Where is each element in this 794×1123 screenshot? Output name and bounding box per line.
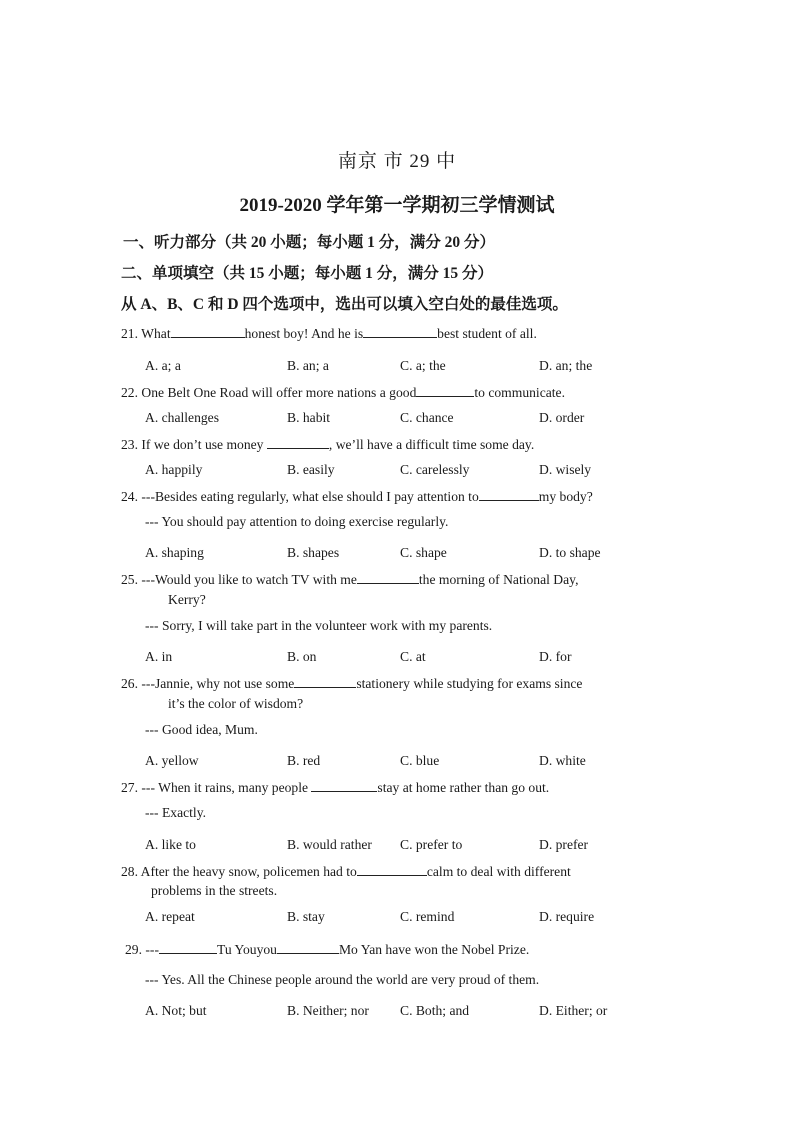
option-c[interactable]: C. at (400, 649, 426, 664)
question-number: 22. (121, 385, 138, 400)
option-d[interactable]: D. for (539, 649, 572, 664)
reply-26: --- Good idea, Mum. (145, 722, 258, 737)
question-number: 26. (121, 676, 138, 691)
option-b[interactable]: B. habit (287, 410, 331, 425)
reply-27: --- Exactly. (145, 805, 207, 820)
option-b[interactable]: B. shapes (287, 545, 340, 560)
answer-blank[interactable] (357, 863, 427, 876)
question-number: 24. (121, 489, 138, 504)
option-b[interactable]: B. Neither; nor (287, 1003, 369, 1018)
option-c[interactable]: C. remind (400, 909, 455, 924)
section-listening: 一、听力部分（共 20 小题；每小题 1 分，满分 20 分） (123, 234, 496, 251)
answer-blank[interactable] (479, 488, 539, 501)
question-27: 27. --- When it rains, many people stay at home rather than go out. (121, 780, 550, 795)
question-28-continued: problems in the streets. (151, 883, 278, 898)
school-title: 南京 市 29 中 (337, 151, 457, 172)
question-25-continued: Kerry? (168, 592, 206, 607)
options-21 (145, 358, 705, 376)
options-25 (145, 649, 705, 667)
option-a[interactable]: A. a; a (145, 358, 181, 373)
answer-blank[interactable] (416, 384, 474, 397)
option-d[interactable]: D. wisely (539, 462, 592, 477)
answer-blank[interactable] (267, 436, 329, 449)
options-27 (145, 837, 705, 855)
option-a[interactable]: A. shaping (145, 545, 204, 560)
question-26: 26. ---Jannie, why not use some stationery while studying for exams since (121, 676, 583, 691)
question-25: 25. ---Would you like to watch TV with me the morning of National Day, (121, 572, 579, 587)
answer-blank[interactable] (363, 325, 437, 338)
answer-blank[interactable] (159, 941, 217, 954)
option-a[interactable]: A. in (145, 649, 173, 664)
option-a[interactable]: A. challenges (145, 410, 219, 425)
options-24 (145, 545, 705, 563)
option-d[interactable]: D. require (539, 909, 595, 924)
options-26 (145, 753, 705, 771)
option-c[interactable]: C. chance (400, 410, 454, 425)
option-c[interactable]: C. carelessly (400, 462, 470, 477)
option-d[interactable]: D. order (539, 410, 585, 425)
reply-29: --- Yes. All the Chinese people around the world are very proud of them. (145, 972, 540, 987)
question-24: 24. ---Besides eating regularly, what else should I pay attention to my body? (121, 489, 593, 504)
option-d[interactable]: D. prefer (539, 837, 589, 852)
option-b[interactable]: B. red (287, 753, 321, 768)
option-a[interactable]: A. happily (145, 462, 203, 477)
question-22: 22. One Belt One Road will offer more nations a good to communicate. (121, 385, 565, 400)
answer-blank[interactable] (311, 779, 377, 792)
question-number: 25. (121, 572, 138, 587)
answer-blank[interactable] (171, 325, 245, 338)
options-22 (145, 410, 705, 428)
option-a[interactable]: A. like to (145, 837, 196, 852)
question-number: 23. (121, 437, 138, 452)
option-b[interactable]: B. would rather (287, 837, 372, 852)
options-28 (145, 909, 705, 927)
section-single-choice: 二、单项填空（共 15 小题；每小题 1 分，满分 15 分） (121, 265, 494, 282)
section-instruction: 从 A、B、C 和 D 四个选项中，选出可以填入空白处的最佳选项。 (121, 296, 568, 313)
options-29 (145, 1003, 705, 1021)
option-b[interactable]: B. an; a (287, 358, 329, 373)
question-number: 28. (121, 864, 138, 879)
option-b[interactable]: B. on (287, 649, 317, 664)
option-b[interactable]: B. stay (287, 909, 325, 924)
question-21: 21. What honest boy! And he is best student of all. (121, 326, 537, 341)
option-c[interactable]: C. a; the (400, 358, 446, 373)
answer-blank[interactable] (277, 941, 339, 954)
question-28: 28. After the heavy snow, policemen had to calm to deal with different (121, 864, 571, 879)
question-23: 23. If we don’t use money , we’ll have a difficult time some day. (121, 437, 535, 452)
option-d[interactable]: D. white (539, 753, 586, 768)
options-23 (145, 462, 705, 480)
option-a[interactable]: A. yellow (145, 753, 199, 768)
option-c[interactable]: C. prefer to (400, 837, 463, 852)
option-c[interactable]: C. Both; and (400, 1003, 470, 1018)
option-a[interactable]: A. repeat (145, 909, 195, 924)
answer-blank[interactable] (294, 675, 356, 688)
option-c[interactable]: C. shape (400, 545, 447, 560)
reply-25: --- Sorry, I will take part in the volunteer work with my parents. (145, 618, 493, 633)
option-d[interactable]: D. to shape (539, 545, 601, 560)
answer-blank[interactable] (357, 571, 419, 584)
option-b[interactable]: B. easily (287, 462, 335, 477)
reply-24: --- You should pay attention to doing exercise regularly. (145, 514, 449, 529)
option-c[interactable]: C. blue (400, 753, 440, 768)
exam-title: 2019-2020 学年第一学期初三学情测试 (239, 195, 555, 216)
question-29: 29. --- Tu Youyou Mo Yan have won the Nobel Prize. (125, 942, 530, 957)
option-d[interactable]: D. an; the (539, 358, 593, 373)
question-26-continued: it’s the color of wisdom? (168, 696, 304, 711)
question-number: 21. (121, 326, 138, 341)
option-a[interactable]: A. Not; but (145, 1003, 207, 1018)
question-number: 29. (125, 942, 142, 957)
option-d[interactable]: D. Either; or (539, 1003, 608, 1018)
question-number: 27. (121, 780, 138, 795)
